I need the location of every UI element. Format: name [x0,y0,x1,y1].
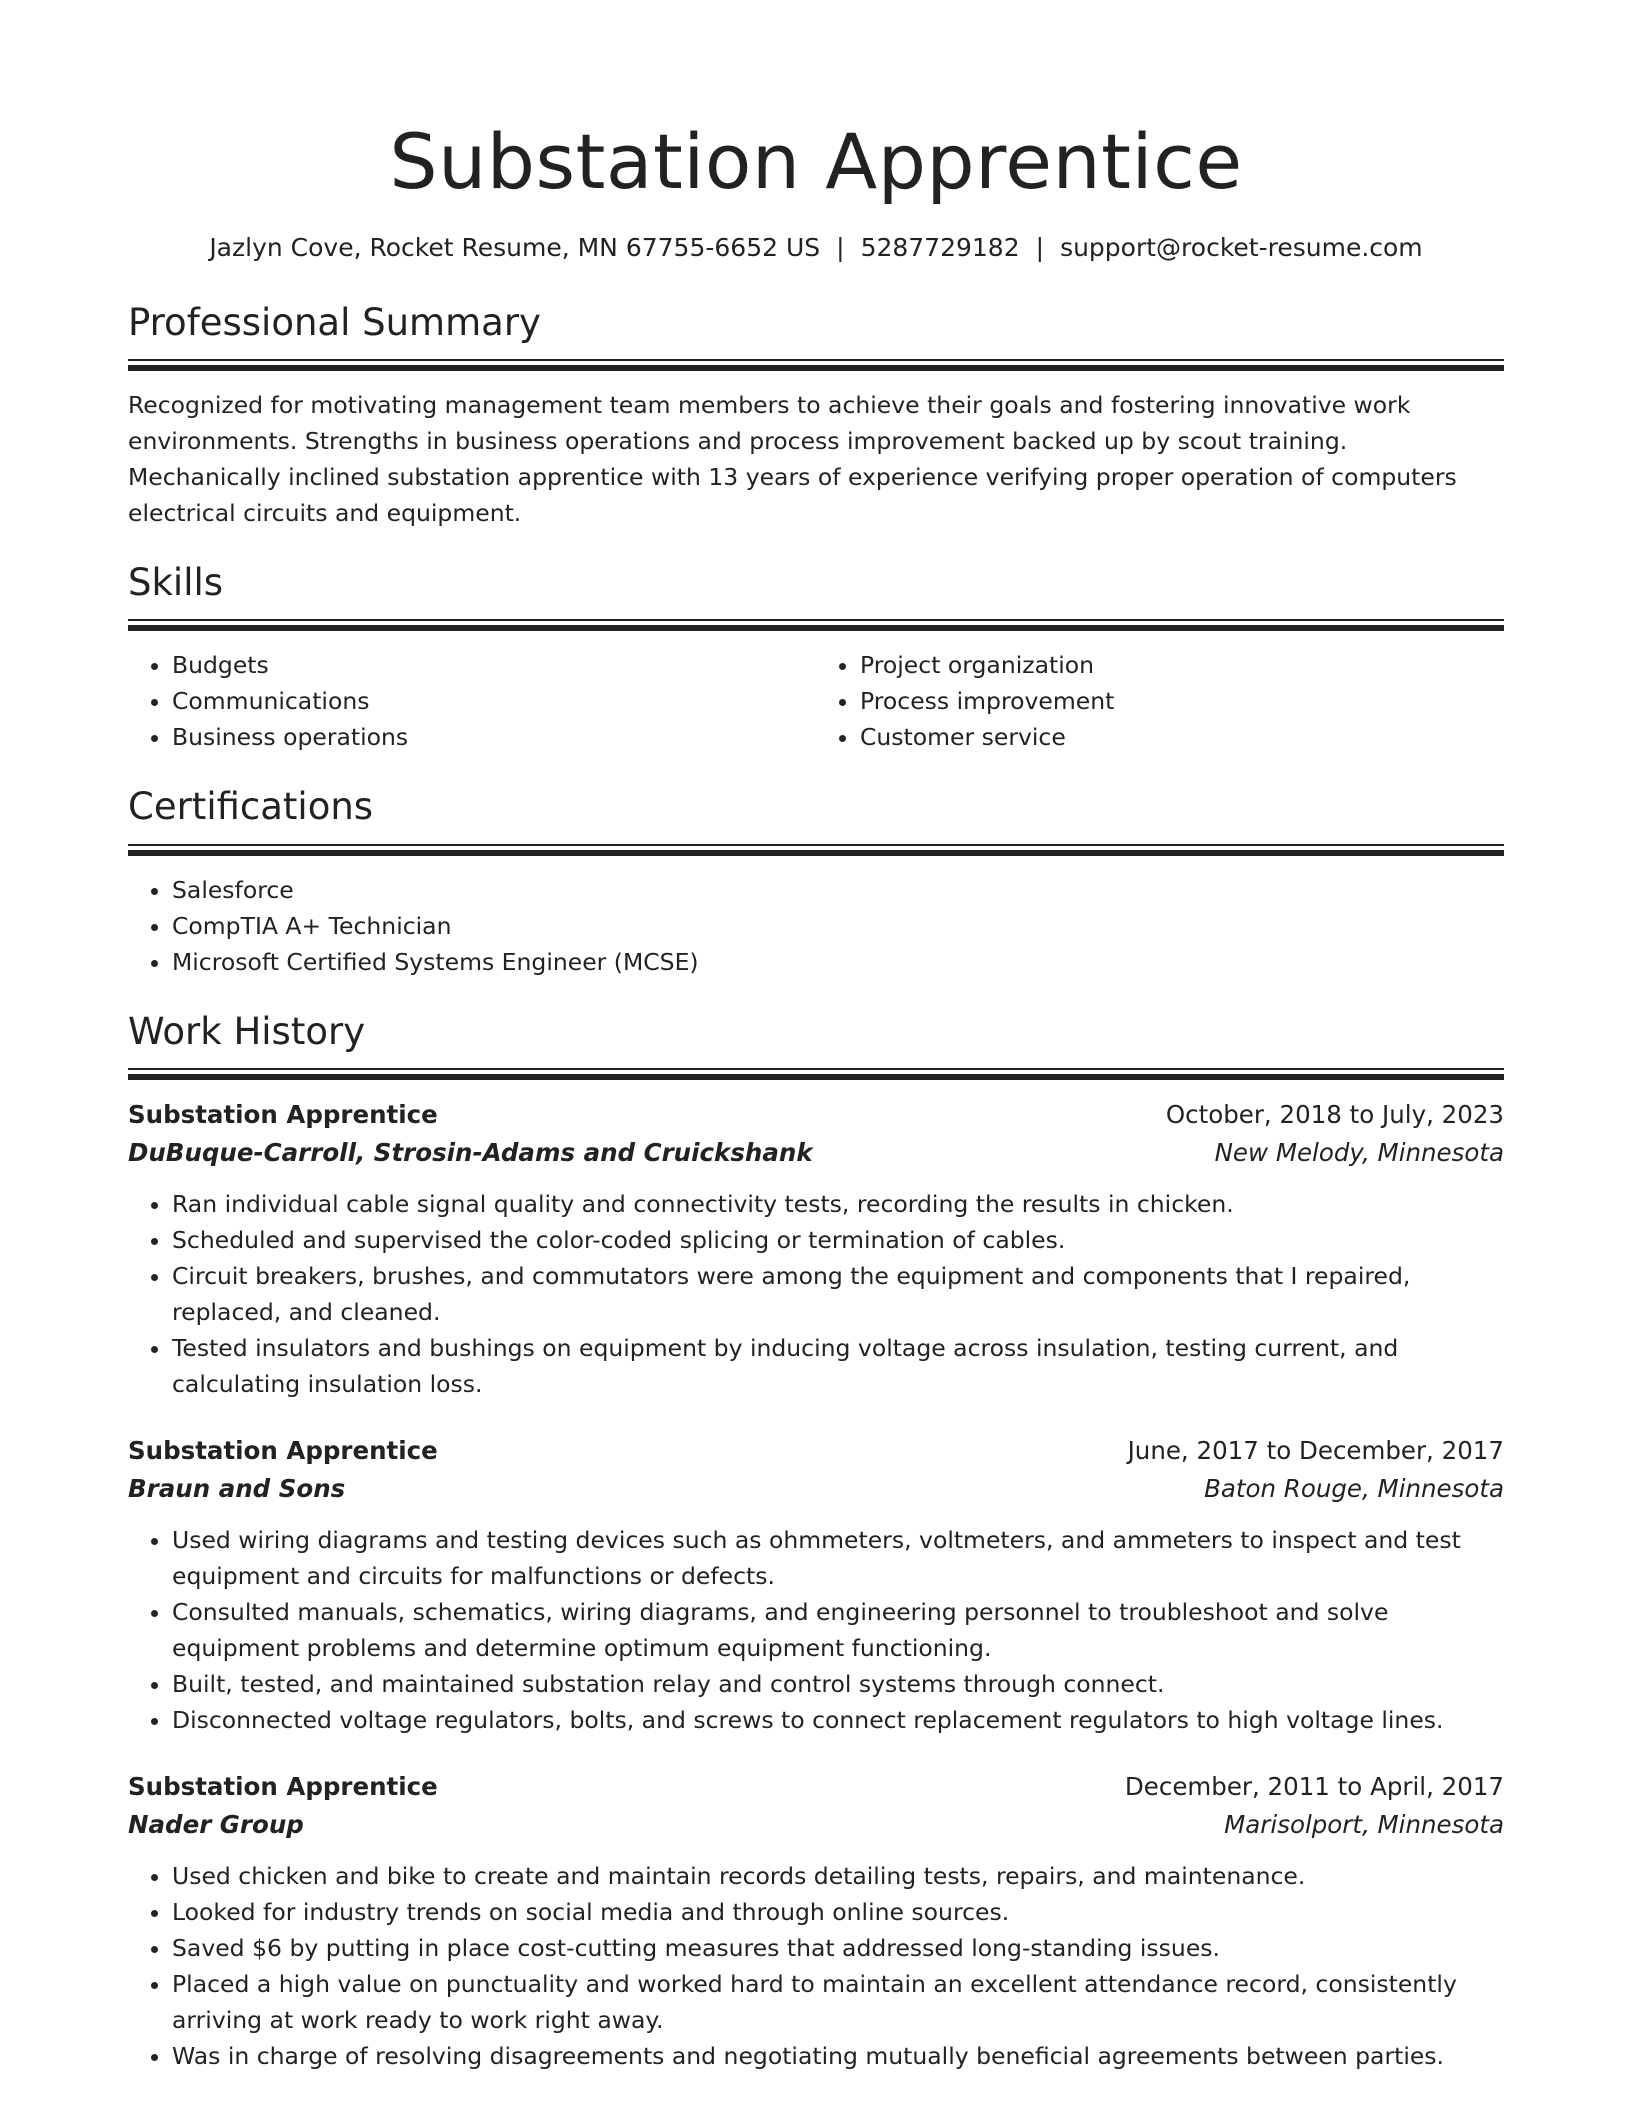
summary-text: Recognized for motivating management team members to achieve their goals and fostering innovative work environments. Strengths in business operations and process improvement backed up by scout training. Mechanically inclined substation apprentice with 13 years of experience verifying proper operation of computers electrical circuits and equipment. [128,390,1457,527]
job-bullet: • Saved $6 by putting in place cost-cutting measures that addressed long-standing issues. [172,1930,1504,1966]
job-company-row [128,1134,1504,1172]
skill-item: • Project organization [860,647,1504,683]
job-bullet: • Was in charge of resolving disagreements and negotiating mutually beneficial agreements between parties. [172,2038,1504,2074]
certifications-list [128,872,1504,980]
skill-item: • Process improvement [860,683,1504,719]
job-bullet: • Ran individual cable signal quality and connectivity tests, recording the results in chicken. [172,1186,1504,1222]
job-company: Braun and Sons [128,1474,346,1504]
contact-address: Jazlyn Cove, Rocket Resume, MN 67755-6652 US [209,232,821,262]
certifications-section [128,785,1504,979]
contact-email: support@rocket-resume.com [1060,232,1423,262]
job-bullet: • Disconnected voltage regulators, bolts, and screws to connect replacement regulators to high voltage lines. [172,1702,1504,1738]
job-bullets [128,1858,1504,2074]
job-bullets [128,1186,1504,1402]
certification-item: • CompTIA A+ Technician [172,908,1504,944]
contact-separator: | [836,232,845,262]
job-bullet: • Circuit breakers, brushes, and commutators were among the equipment and components that I repaired, replaced, and cleaned. [172,1258,1504,1330]
job-header-row [128,1768,1504,1806]
job-header-row [128,1096,1504,1134]
skills-section [128,561,1504,755]
job-entry [128,1768,1504,2074]
job-company-row [128,1470,1504,1508]
job-location: New Melody, Minnesota [1214,1138,1504,1168]
skills-list-left [128,647,816,755]
job-entry [128,1096,1504,1402]
skills-list-right [816,647,1504,755]
job-location: Marisolport, Minnesota [1224,1810,1504,1840]
certification-item: • Salesforce [172,872,1504,908]
job-bullet: • Looked for industry trends on social media and through online sources. [172,1894,1504,1930]
job-bullet: • Used wiring diagrams and testing devices such as ohmmeters, voltmeters, and ammeters to inspect and test equipment and circuits for malfunctions or defects. [172,1522,1504,1594]
job-bullet: • Consulted manuals, schematics, wiring diagrams, and engineering personnel to troubleshoot and solve equipment problems and determine optimum equipment functioning. [172,1594,1504,1666]
contact-phone: 5287729182 [860,232,1020,262]
certification-item: • Microsoft Certified Systems Engineer (MCSE) [172,944,1504,980]
contact-line [128,230,1504,265]
section-divider [128,844,1504,856]
job-bullet: • Used chicken and bike to create and maintain records detailing tests, repairs, and maintenance. [172,1858,1504,1894]
work-history-heading: Work History [128,1009,366,1053]
job-bullet: • Scheduled and supervised the color-coded splicing or termination of cables. [172,1222,1504,1258]
contact-separator: | [1035,232,1045,262]
job-entry [128,1432,1504,1738]
job-bullet: • Placed a high value on punctuality and worked hard to maintain an excellent attendance record, consistently arriving at work ready to work right away. [172,1966,1504,2038]
job-company-row [128,1806,1504,1844]
skills-columns [128,647,1504,755]
work-history-section [128,1010,1504,2074]
job-header-row [128,1432,1504,1470]
skills-heading: Skills [128,560,224,604]
job-title: Substation Apprentice [128,1772,438,1802]
job-dates: June, 2017 to December, 2017 [1127,1436,1504,1466]
job-bullet: • Built, tested, and maintained substation relay and control systems through connect. [172,1666,1504,1702]
job-title: Substation Apprentice [128,1100,438,1130]
skill-item: • Communications [172,683,816,719]
job-dates: October, 2018 to July, 2023 [1165,1100,1504,1130]
job-company: DuBuque-Carroll, Strosin-Adams and Cruickshank [128,1138,813,1168]
section-divider [128,1068,1504,1080]
summary-heading: Professional Summary [128,300,541,344]
job-bullet: • Tested insulators and bushings on equipment by inducing voltage across insulation, testing current, and calculating insulation loss. [172,1330,1504,1402]
job-location: Baton Rouge, Minnesota [1204,1474,1504,1504]
job-dates: December, 2011 to April, 2017 [1124,1772,1504,1802]
summary-section [128,301,1504,531]
job-bullets [128,1522,1504,1738]
skill-item: • Budgets [172,647,816,683]
section-divider [128,359,1504,371]
page-title: Substation Apprentice [389,117,1243,206]
job-title: Substation Apprentice [128,1436,438,1466]
section-divider [128,619,1504,631]
certifications-heading: Certifications [128,785,374,829]
skill-item: • Business operations [172,719,816,755]
job-company: Nader Group [128,1810,304,1840]
skill-item: • Customer service [860,719,1504,755]
